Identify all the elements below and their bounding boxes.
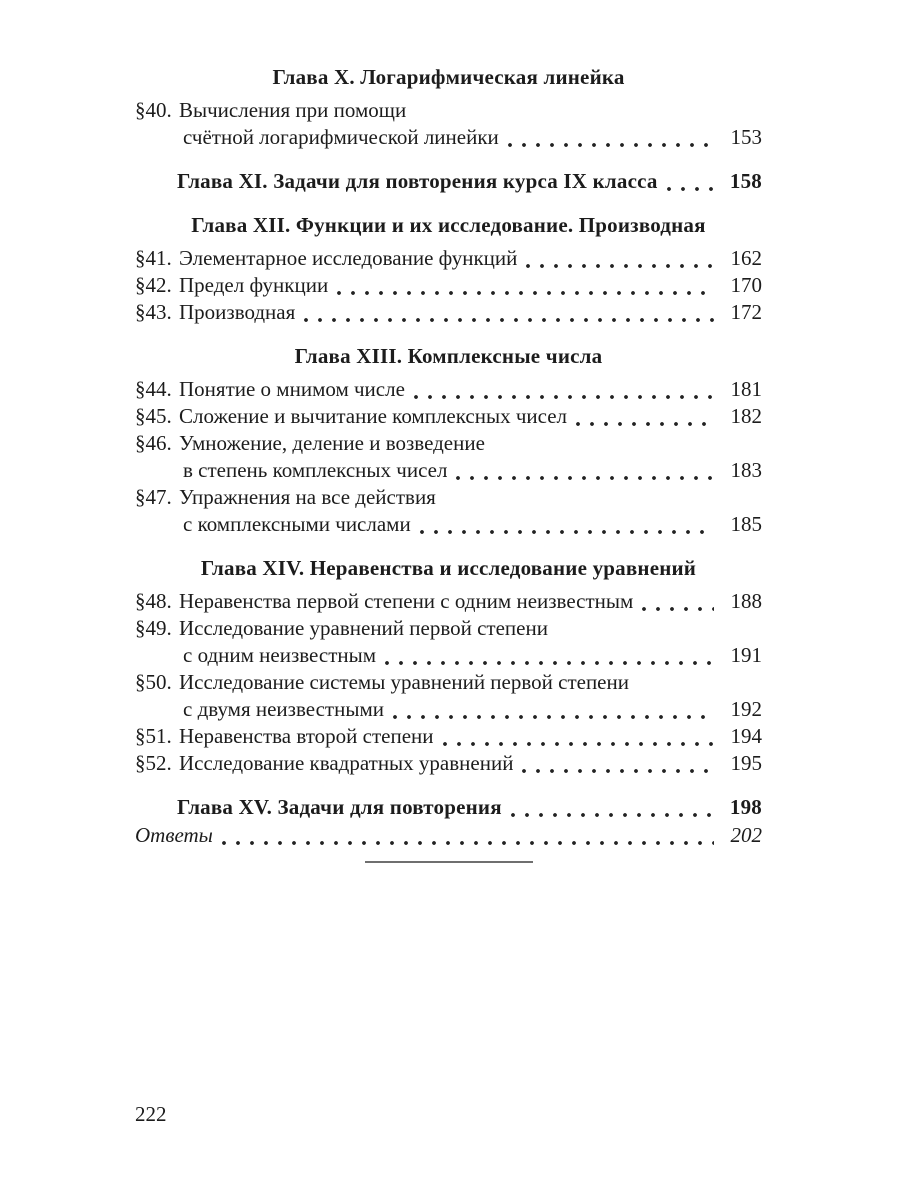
- entry-title: Неравенства первой степени с одним неизвестным: [179, 589, 634, 613]
- toc-entry: [135, 588, 762, 615]
- dot-leader: [420, 529, 714, 535]
- section-number: §52.: [135, 751, 172, 775]
- dot-leader: [414, 394, 714, 400]
- toc-entry: [135, 669, 762, 696]
- toc-entry: [135, 615, 762, 642]
- toc-entry-continuation: [135, 457, 762, 484]
- entry-title: Исследование системы уравнений первой степени: [179, 670, 629, 694]
- dot-leader: [337, 290, 714, 296]
- entry-page-number: 198: [729, 795, 762, 819]
- dot-leader: [304, 317, 714, 323]
- chapter-heading: [135, 343, 762, 370]
- section-number: §40.: [135, 98, 172, 122]
- entry-page-number: 194: [730, 724, 762, 748]
- section-number: §43.: [135, 300, 172, 324]
- entry-title: Ответы: [135, 823, 213, 847]
- dot-leader: [667, 186, 714, 192]
- entry-title: с одним неизвестным: [183, 643, 377, 667]
- section-number: §48.: [135, 589, 172, 613]
- entry-title: Глава XI. Задачи для повторения курса IX класса: [177, 169, 658, 193]
- toc-entry: [135, 430, 762, 457]
- section-number: §51.: [135, 724, 172, 748]
- entry-page-number: 170: [730, 273, 762, 297]
- chapter-heading-text: Глава XII. Функции и их исследование. Производная: [191, 213, 706, 237]
- entry-title: Неравенства второй степени: [179, 724, 434, 748]
- section-number: §41.: [135, 246, 172, 270]
- section-number: §46.: [135, 431, 172, 455]
- entry-page-number: 191: [730, 643, 762, 667]
- section-number: §49.: [135, 616, 172, 640]
- entry-title: Предел функции: [179, 273, 329, 297]
- entry-page-number: 192: [730, 697, 762, 721]
- entry-title: с комплексными числами: [183, 512, 411, 536]
- entry-title: Упражнения на все действия: [179, 485, 436, 509]
- entry-title: Вычисления при помощи: [179, 98, 407, 122]
- entry-page-number: 183: [730, 458, 762, 482]
- toc-entry: [135, 245, 762, 272]
- dot-leader: [508, 142, 714, 148]
- entry-title: с двумя неизвестными: [183, 697, 384, 721]
- toc-entry-continuation: [135, 642, 762, 669]
- toc-chapter-entry: [135, 168, 762, 195]
- entry-page-number: 153: [730, 125, 762, 149]
- entry-page-number: 185: [730, 512, 762, 536]
- entry-page-number: 195: [730, 751, 762, 775]
- toc-entry: [135, 376, 762, 403]
- entry-title: Умножение, деление и возведение: [179, 431, 485, 455]
- section-number: §47.: [135, 485, 172, 509]
- entry-title: Глава XV. Задачи для повторения: [177, 795, 502, 819]
- page-number: 222: [135, 1102, 167, 1126]
- chapter-heading: [135, 555, 762, 582]
- toc-entry: [135, 299, 762, 326]
- toc-entry-continuation: [135, 511, 762, 538]
- section-number: §42.: [135, 273, 172, 297]
- section-number: §44.: [135, 377, 172, 401]
- toc-entry: [135, 750, 762, 777]
- toc-entry: [135, 484, 762, 511]
- entry-page-number: 202: [730, 823, 762, 847]
- entry-title: Понятие о мнимом числе: [179, 377, 405, 401]
- chapter-heading-text: Глава XIII. Комплексные числа: [294, 344, 603, 368]
- toc-chapter-entry: [135, 794, 762, 821]
- toc-entry-continuation: [135, 124, 762, 151]
- entry-page-number: 172: [730, 300, 762, 324]
- dot-leader: [222, 840, 714, 846]
- entry-title: Производная: [179, 300, 296, 324]
- dot-leader: [393, 714, 714, 720]
- dot-leader: [456, 475, 714, 481]
- entry-page-number: 158: [729, 169, 762, 193]
- dot-leader: [576, 421, 714, 427]
- chapter-heading-text: Глава XIV. Неравенства и исследование уравнений: [200, 556, 697, 580]
- section-number: §50.: [135, 670, 172, 694]
- entry-page-number: 188: [730, 589, 762, 613]
- dot-leader: [443, 741, 714, 747]
- dot-leader: [511, 812, 714, 818]
- entry-page-number: 182: [730, 404, 762, 428]
- entry-title: Исследование уравнений первой степени: [179, 616, 548, 640]
- entry-title: Исследование квадратных уравнений: [179, 751, 514, 775]
- toc-entry-continuation: [135, 696, 762, 723]
- toc-entry: [135, 723, 762, 750]
- toc-entry: [135, 272, 762, 299]
- entry-page-number: 162: [730, 246, 762, 270]
- entry-title: в степень комплексных чисел: [183, 458, 448, 482]
- chapter-heading-text: Глава X. Логарифмическая линейка: [272, 65, 625, 89]
- chapter-heading: [135, 64, 762, 91]
- chapter-heading: [135, 212, 762, 239]
- dot-leader: [526, 263, 714, 269]
- table-of-contents: [135, 64, 762, 863]
- toc-answers-entry: [135, 822, 762, 849]
- dot-leader: [385, 660, 714, 666]
- entry-title: счётной логарифмической линейки: [183, 125, 499, 149]
- dot-leader: [522, 768, 714, 774]
- section-number: §45.: [135, 404, 172, 428]
- entry-page-number: 181: [730, 377, 762, 401]
- entry-title: Элементарное исследование функций: [179, 246, 518, 270]
- toc-entry: [135, 403, 762, 430]
- toc-entry: [135, 97, 762, 124]
- dot-leader: [642, 606, 714, 612]
- entry-title: Сложение и вычитание комплексных чисел: [179, 404, 568, 428]
- separator-rule: [365, 861, 533, 863]
